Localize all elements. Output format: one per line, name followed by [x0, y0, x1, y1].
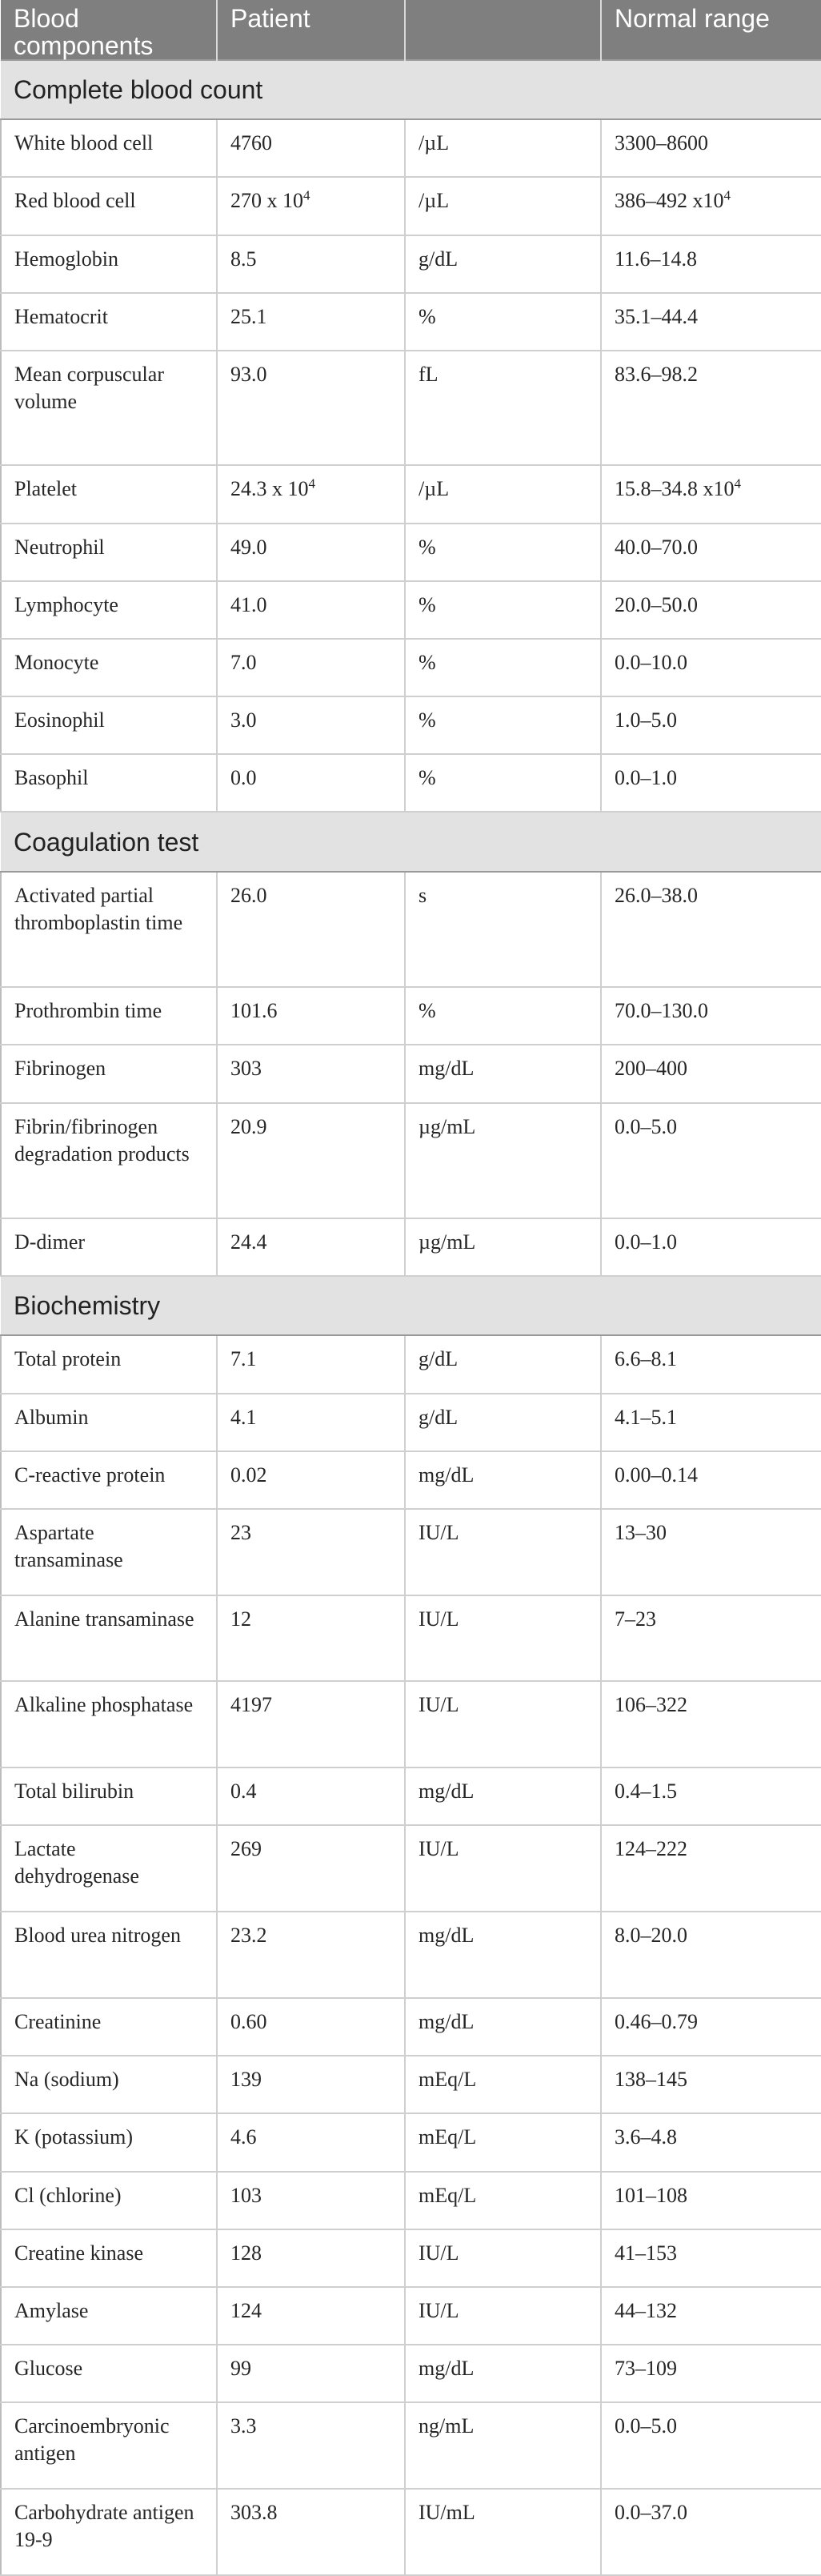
patient-value: 7.1 — [217, 1335, 405, 1393]
table-row — [1, 1825, 821, 1912]
component-name: Neutrophil — [1, 524, 217, 581]
table-row — [1, 2229, 821, 2287]
component-name: Hematocrit — [1, 293, 217, 351]
unit: /µL — [405, 465, 601, 523]
patient-value-base: 24.3 x 10 — [230, 477, 309, 501]
normal-range: 0.0–5.0 — [601, 1103, 821, 1218]
header-patient: Patient — [217, 0, 405, 60]
table-row — [1, 1218, 821, 1276]
normal-range: 0.0–1.0 — [601, 1218, 821, 1276]
unit: mEq/L — [405, 2172, 601, 2229]
patient-value: 24.4 — [217, 1218, 405, 1276]
component-name: Basophil — [1, 754, 217, 812]
table-row — [1, 1509, 821, 1595]
unit: IU/L — [405, 1509, 601, 1595]
normal-range — [601, 177, 821, 235]
normal-range: 0.0–5.0 — [601, 2402, 821, 2489]
table-row — [1, 1045, 821, 1102]
normal-range: 106–322 — [601, 1681, 821, 1767]
patient-value: 4.6 — [217, 2113, 405, 2171]
normal-range: 200–400 — [601, 1045, 821, 1102]
component-name: Fibrinogen — [1, 1045, 217, 1102]
unit: fL — [405, 351, 601, 465]
unit: g/dL — [405, 1335, 601, 1393]
unit: g/dL — [405, 1394, 601, 1451]
unit: mg/dL — [405, 1451, 601, 1509]
table-row — [1, 2172, 821, 2229]
patient-value: 139 — [217, 2056, 405, 2113]
unit: /µL — [405, 119, 601, 177]
table-row — [1, 1998, 821, 2056]
header-unit — [405, 0, 601, 60]
patient-value: 4.1 — [217, 1394, 405, 1451]
table-row — [1, 987, 821, 1045]
normal-range: 138–145 — [601, 2056, 821, 2113]
component-name: Total bilirubin — [1, 1767, 217, 1825]
component-name: White blood cell — [1, 119, 217, 177]
normal-range: 0.0–10.0 — [601, 639, 821, 696]
patient-value — [217, 465, 405, 523]
normal-range: 0.0–37.0 — [601, 2489, 821, 2575]
table-row — [1, 1681, 821, 1767]
table-row — [1, 293, 821, 351]
unit: mEq/L — [405, 2056, 601, 2113]
patient-value: 4760 — [217, 119, 405, 177]
normal-range-base: 15.8–34.8 x10 — [615, 477, 735, 501]
table-row — [1, 1451, 821, 1509]
table-row — [1, 1767, 821, 1825]
component-name: Total protein — [1, 1335, 217, 1393]
unit: IU/L — [405, 2287, 601, 2345]
unit: IU/L — [405, 1825, 601, 1912]
unit: mg/dL — [405, 2345, 601, 2402]
patient-value: 8.5 — [217, 235, 405, 293]
unit: IU/L — [405, 1595, 601, 1682]
normal-range: 3.6–4.8 — [601, 2113, 821, 2171]
normal-range: 0.00–0.14 — [601, 1451, 821, 1509]
patient-value: 269 — [217, 1825, 405, 1912]
unit: IU/L — [405, 2229, 601, 2287]
table-row — [1, 1103, 821, 1218]
unit: mg/dL — [405, 1912, 601, 1998]
normal-range: 6.6–8.1 — [601, 1335, 821, 1393]
component-name: Activated partial thromboplastin time — [1, 872, 217, 987]
header-row — [1, 0, 821, 60]
component-name: Prothrombin time — [1, 987, 217, 1045]
table-row — [1, 1335, 821, 1393]
component-name: Red blood cell — [1, 177, 217, 235]
unit: /µL — [405, 177, 601, 235]
normal-range: 41–153 — [601, 2229, 821, 2287]
unit: % — [405, 696, 601, 754]
normal-range-exponent: 4 — [723, 187, 731, 203]
table-row — [1, 2489, 821, 2575]
patient-value: 103 — [217, 2172, 405, 2229]
normal-range: 3300–8600 — [601, 119, 821, 177]
patient-value: 4197 — [217, 1681, 405, 1767]
unit: s — [405, 872, 601, 987]
patient-value: 0.02 — [217, 1451, 405, 1509]
table-row — [1, 119, 821, 177]
patient-value — [217, 177, 405, 235]
component-name: Amylase — [1, 2287, 217, 2345]
patient-value: 93.0 — [217, 351, 405, 465]
normal-range: 7–23 — [601, 1595, 821, 1682]
patient-value-exponent: 4 — [303, 187, 310, 203]
patient-value: 101.6 — [217, 987, 405, 1045]
patient-value: 41.0 — [217, 581, 405, 639]
normal-range: 8.0–20.0 — [601, 1912, 821, 1998]
section-row-coagulation-test — [1, 812, 821, 871]
unit: mg/dL — [405, 1767, 601, 1825]
component-name: Cl (chlorine) — [1, 2172, 217, 2229]
table-row — [1, 2287, 821, 2345]
unit: % — [405, 754, 601, 812]
patient-value: 99 — [217, 2345, 405, 2402]
unit: % — [405, 581, 601, 639]
component-name: Na (sodium) — [1, 2056, 217, 2113]
normal-range: 0.46–0.79 — [601, 1998, 821, 2056]
component-name: Blood urea nitrogen — [1, 1912, 217, 1998]
section-title: Biochemistry — [1, 1276, 821, 1335]
unit: % — [405, 524, 601, 581]
normal-range: 20.0–50.0 — [601, 581, 821, 639]
table-row — [1, 754, 821, 812]
patient-value: 26.0 — [217, 872, 405, 987]
normal-range: 26.0–38.0 — [601, 872, 821, 987]
normal-range: 0.4–1.5 — [601, 1767, 821, 1825]
table-row — [1, 696, 821, 754]
table-row — [1, 177, 821, 235]
component-name: Carbohydrate antigen 19-9 — [1, 2489, 217, 2575]
normal-range: 35.1–44.4 — [601, 293, 821, 351]
component-name: K (potassium) — [1, 2113, 217, 2171]
unit: mEq/L — [405, 2113, 601, 2171]
component-name: Hemoglobin — [1, 235, 217, 293]
patient-value: 303 — [217, 1045, 405, 1102]
table-row — [1, 2056, 821, 2113]
unit: IU/mL — [405, 2489, 601, 2575]
table-row — [1, 351, 821, 465]
section-title: Coagulation test — [1, 812, 821, 871]
component-name: Lactate dehydrogenase — [1, 1825, 217, 1912]
component-name: Monocyte — [1, 639, 217, 696]
component-name: Creatine kinase — [1, 2229, 217, 2287]
component-name: Mean corpuscular volume — [1, 351, 217, 465]
component-name: Aspartate transaminase — [1, 1509, 217, 1595]
normal-range: 1.0–5.0 — [601, 696, 821, 754]
normal-range — [601, 465, 821, 523]
normal-range: 73–109 — [601, 2345, 821, 2402]
component-name: Albumin — [1, 1394, 217, 1451]
unit: % — [405, 639, 601, 696]
component-name: Creatinine — [1, 1998, 217, 2056]
table-row — [1, 2402, 821, 2489]
unit: µg/mL — [405, 1103, 601, 1218]
patient-value: 128 — [217, 2229, 405, 2287]
table-row — [1, 235, 821, 293]
table-row — [1, 1394, 821, 1451]
normal-range: 101–108 — [601, 2172, 821, 2229]
unit: µg/mL — [405, 1218, 601, 1276]
patient-value: 12 — [217, 1595, 405, 1682]
patient-value: 3.3 — [217, 2402, 405, 2489]
patient-value: 0.4 — [217, 1767, 405, 1825]
normal-range: 13–30 — [601, 1509, 821, 1595]
table-row — [1, 1912, 821, 1998]
normal-range: 40.0–70.0 — [601, 524, 821, 581]
normal-range: 11.6–14.8 — [601, 235, 821, 293]
component-name: Eosinophil — [1, 696, 217, 754]
unit: mg/dL — [405, 1998, 601, 2056]
patient-value: 303.8 — [217, 2489, 405, 2575]
normal-range: 44–132 — [601, 2287, 821, 2345]
component-name: Lymphocyte — [1, 581, 217, 639]
unit: ng/mL — [405, 2402, 601, 2489]
table-row — [1, 872, 821, 987]
patient-value: 23.2 — [217, 1912, 405, 1998]
component-name: Platelet — [1, 465, 217, 523]
unit: % — [405, 293, 601, 351]
unit: g/dL — [405, 235, 601, 293]
normal-range-exponent: 4 — [734, 475, 741, 492]
component-name: Glucose — [1, 2345, 217, 2402]
patient-value-exponent: 4 — [308, 475, 315, 492]
patient-value: 3.0 — [217, 696, 405, 754]
normal-range: 83.6–98.2 — [601, 351, 821, 465]
normal-range: 4.1–5.1 — [601, 1394, 821, 1451]
normal-range: 0.0–1.0 — [601, 754, 821, 812]
table-row — [1, 1595, 821, 1682]
patient-value: 124 — [217, 2287, 405, 2345]
component-name: Alkaline phosphatase — [1, 1681, 217, 1767]
component-name: Carcinoembryonic antigen — [1, 2402, 217, 2489]
table-row — [1, 465, 821, 523]
section-row-complete-blood-count — [1, 60, 821, 119]
header-normal-range: Normal range — [601, 0, 821, 60]
unit: % — [405, 987, 601, 1045]
unit: IU/L — [405, 1681, 601, 1767]
component-name: C-reactive protein — [1, 1451, 217, 1509]
table-row — [1, 524, 821, 581]
section-title: Complete blood count — [1, 60, 821, 119]
patient-value: 25.1 — [217, 293, 405, 351]
patient-value: 49.0 — [217, 524, 405, 581]
component-name: Fibrin/fibrinogen degradation products — [1, 1103, 217, 1218]
table-row — [1, 639, 821, 696]
table-row — [1, 2345, 821, 2402]
table-row — [1, 581, 821, 639]
component-name: D-dimer — [1, 1218, 217, 1276]
patient-value-base: 270 x 10 — [230, 189, 303, 213]
patient-value: 7.0 — [217, 639, 405, 696]
component-name: Alanine transaminase — [1, 1595, 217, 1682]
normal-range: 70.0–130.0 — [601, 987, 821, 1045]
normal-range-base: 386–492 x10 — [615, 189, 724, 213]
patient-value: 0.60 — [217, 1998, 405, 2056]
header-blood-components: Blood components — [1, 0, 217, 60]
normal-range: 124–222 — [601, 1825, 821, 1912]
patient-value: 20.9 — [217, 1103, 405, 1218]
section-row-biochemistry — [1, 1276, 821, 1335]
table-row — [1, 2113, 821, 2171]
unit: mg/dL — [405, 1045, 601, 1102]
patient-value: 0.0 — [217, 754, 405, 812]
patient-value: 23 — [217, 1509, 405, 1595]
